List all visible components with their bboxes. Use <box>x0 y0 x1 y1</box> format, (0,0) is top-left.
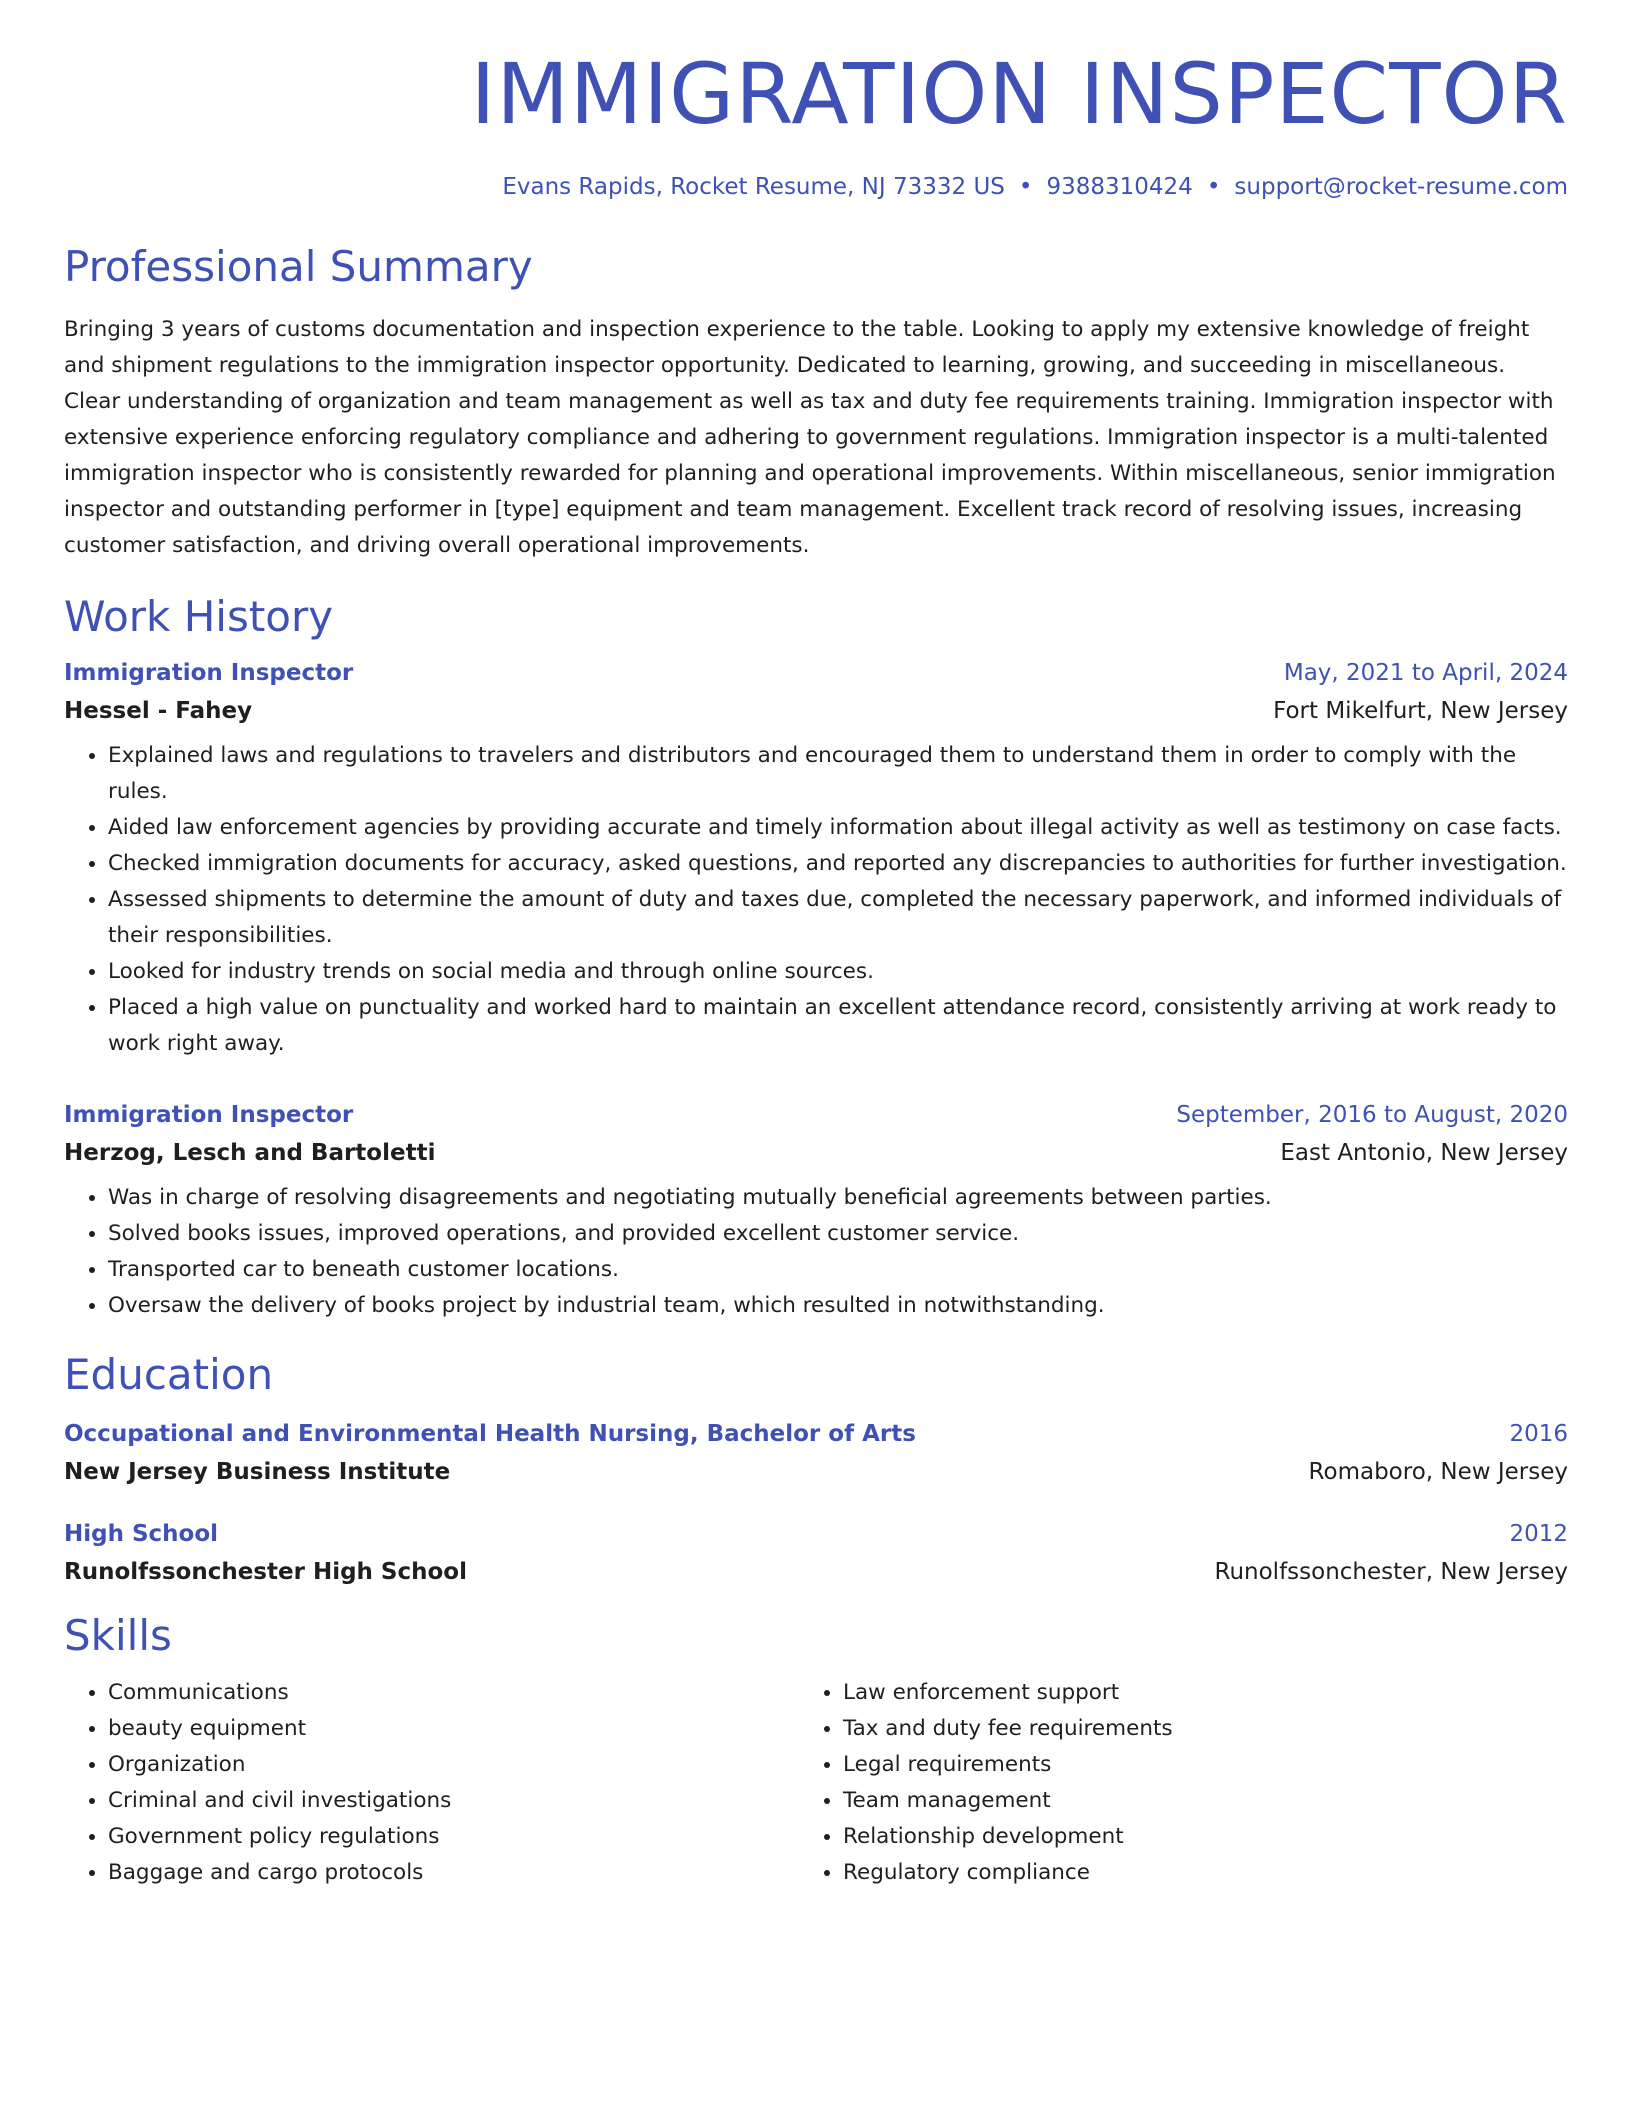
contact-phone[interactable]: 9388310424 <box>1046 174 1193 200</box>
education-school-row <box>64 1459 1568 1485</box>
candidate-name: IMMIGRATION INSPECTOR <box>470 45 1568 143</box>
education-header-row <box>64 1521 1568 1547</box>
job-company-row <box>64 698 1568 724</box>
education-header-row <box>64 1421 1568 1447</box>
job-entry <box>64 660 1568 1062</box>
job-company-row <box>64 1140 1568 1166</box>
education-year: 2016 <box>1509 1420 1568 1447</box>
job-bullet: • Looked for industry trends on social media and through online sources. <box>108 954 1568 990</box>
skill-item: • Government policy regulations <box>108 1819 799 1855</box>
summary-heading: Professional Summary <box>64 241 533 291</box>
skill-item: • Legal requirements <box>843 1747 1534 1783</box>
skill-item: • Organization <box>108 1747 799 1783</box>
skill-item: • Criminal and civil investigations <box>108 1783 799 1819</box>
job-location: East Antonio, New Jersey <box>1280 1140 1568 1167</box>
skill-item: • Tax and duty fee requirements <box>843 1711 1534 1747</box>
contact-separator: • <box>1206 174 1221 200</box>
contact-separator: • <box>1018 174 1033 200</box>
skill-item: • Regulatory compliance <box>843 1855 1534 1891</box>
education-entry <box>64 1521 1568 1585</box>
job-company: Herzog, Lesch and Bartoletti <box>64 1140 436 1167</box>
contact-email[interactable]: support@rocket-resume.com <box>1234 174 1568 200</box>
work-history-heading: Work History <box>64 591 334 641</box>
skills-heading: Skills <box>64 1610 172 1660</box>
contact-line <box>64 174 1568 202</box>
job-bullet: • Checked immigration documents for accuracy, asked questions, and reported any discrepancies to authorities for further investigation. <box>108 846 1568 882</box>
education-location: Romaboro, New Jersey <box>1308 1458 1568 1485</box>
job-header-row <box>64 660 1568 686</box>
education-school-row <box>64 1559 1568 1585</box>
resume-header <box>64 0 1568 202</box>
skill-item: • Law enforcement support <box>843 1675 1534 1711</box>
summary-text: Bringing 3 years of customs documentation and inspection experience to the table. Looking to apply my extensive knowledge of freight and shipment regulations to the immigration inspector opportunity. Dedicated to learning, growing, and succeeding in miscellaneous. Clear understanding of organization and team management as well as tax and duty fee requirements training. Immigration inspector with extensive experience enforcing regulatory compliance and adhering to government regulations. Immigration inspector is a multi-talented immigration inspector who is consistently rewarded for planning and operational improvements. Within miscellaneous, senior immigration inspector and outstanding performer in [type] equipment and team management. Excellent track record of resolving issues, increasing customer satisfaction, and driving overall operational improvements. <box>64 316 1556 558</box>
skill-item: • Relationship development <box>843 1819 1534 1855</box>
skill-item: • Baggage and cargo protocols <box>108 1855 799 1891</box>
education-school: New Jersey Business Institute <box>64 1458 451 1485</box>
job-title: Immigration Inspector <box>64 1102 354 1129</box>
job-bullet: • Solved books issues, improved operations, and provided excellent customer service. <box>108 1216 1568 1252</box>
skills-columns <box>64 1675 1568 1891</box>
skills-list-right <box>799 1675 1534 1891</box>
job-dates: September, 2016 to August, 2020 <box>1176 1102 1568 1129</box>
job-bullet: • Placed a high value on punctuality and worked hard to maintain an excellent attendance record, consistently arriving at work ready to work right away. <box>108 990 1568 1062</box>
skills-list-left <box>64 1675 799 1891</box>
education-heading: Education <box>64 1350 274 1400</box>
education-entry <box>64 1421 1568 1485</box>
job-title: Immigration Inspector <box>64 660 354 687</box>
job-header-row <box>64 1102 1568 1128</box>
job-bullet: • Was in charge of resolving disagreements and negotiating mutually beneficial agreements between parties. <box>108 1180 1568 1216</box>
education-degree: Occupational and Environmental Health Nursing, Bachelor of Arts <box>64 1420 916 1447</box>
job-bullet: • Oversaw the delivery of books project by industrial team, which resulted in notwithstanding. <box>108 1288 1568 1324</box>
education-degree: High School <box>64 1520 219 1547</box>
contact-address: Evans Rapids, Rocket Resume, NJ 73332 US <box>502 174 1005 200</box>
skill-item: • Team management <box>843 1783 1534 1819</box>
job-bullet: • Explained laws and regulations to travelers and distributors and encouraged them to understand them in order to comply with the rules. <box>108 738 1568 810</box>
skill-item: • Communications <box>108 1675 799 1711</box>
skill-item: • beauty equipment <box>108 1711 799 1747</box>
job-bullets <box>64 738 1568 1062</box>
job-dates: May, 2021 to April, 2024 <box>1283 660 1568 687</box>
job-company: Hessel - Fahey <box>64 698 253 725</box>
job-entry <box>64 1102 1568 1324</box>
job-bullet: • Assessed shipments to determine the amount of duty and taxes due, completed the necessary paperwork, and informed individuals of their responsibilities. <box>108 882 1568 954</box>
job-bullet: • Transported car to beneath customer locations. <box>108 1252 1568 1288</box>
job-location: Fort Mikelfurt, New Jersey <box>1273 698 1568 725</box>
education-location: Runolfssonchester, New Jersey <box>1214 1558 1568 1585</box>
education-year: 2012 <box>1509 1520 1568 1547</box>
job-bullets <box>64 1180 1568 1324</box>
job-bullet: • Aided law enforcement agencies by providing accurate and timely information about illegal activity as well as testimony on case facts. <box>108 810 1568 846</box>
education-school: Runolfssonchester High School <box>64 1558 467 1585</box>
